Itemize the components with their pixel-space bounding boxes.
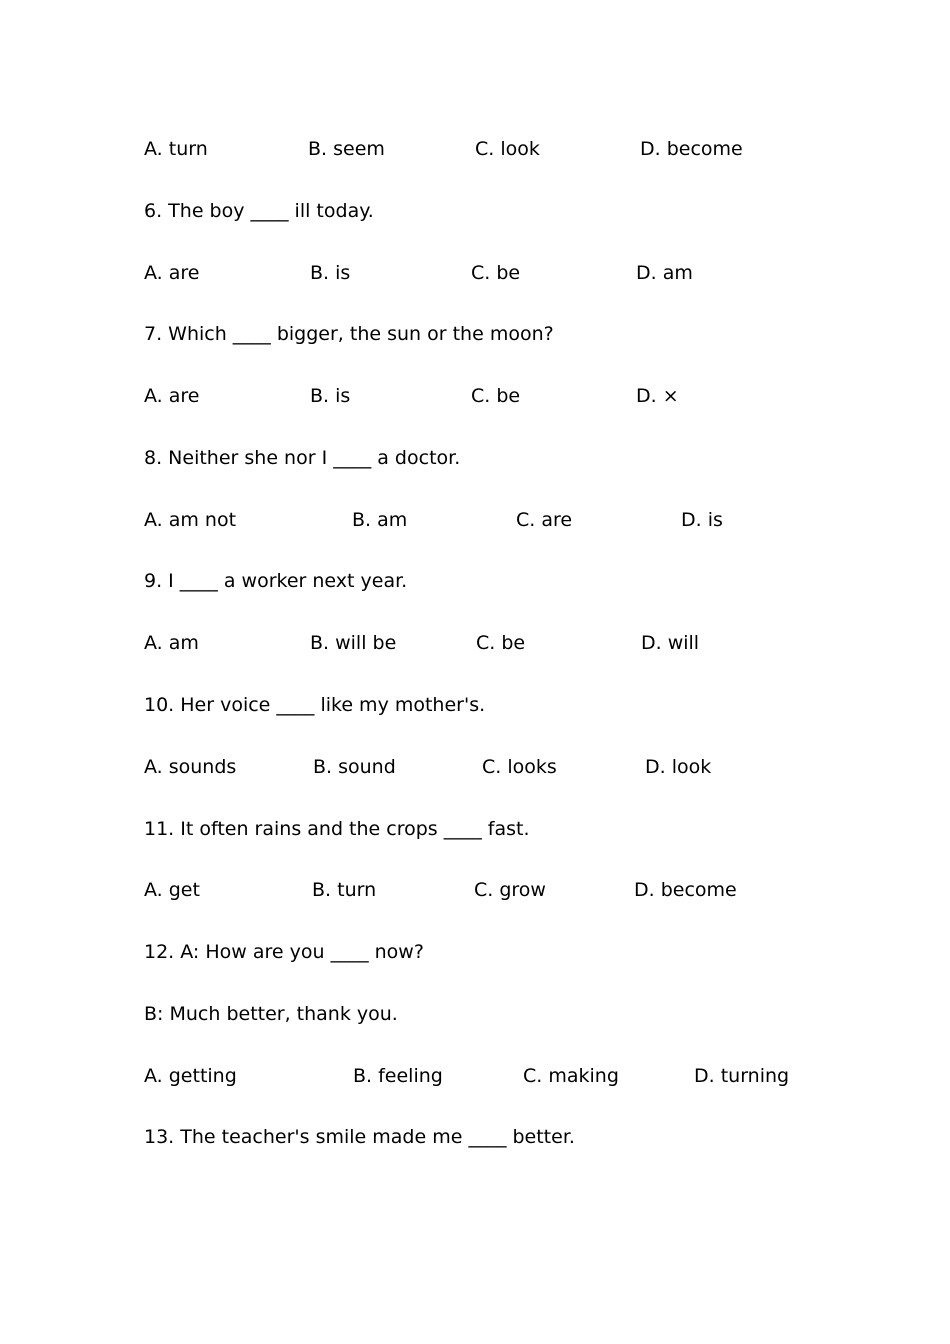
option-b: B. feeling (353, 1065, 443, 1087)
option-d: D. become (640, 138, 743, 160)
option-c: C. be (471, 385, 521, 407)
option-c: C. be (476, 632, 526, 654)
option-a: A. am (144, 632, 199, 654)
option-a: A. are (144, 262, 200, 284)
option-a: A. getting (144, 1065, 237, 1087)
option-a: A. are (144, 385, 200, 407)
option-c: C. grow (474, 879, 546, 901)
question-6: 6. The boy ____ ill today. (144, 200, 374, 222)
option-a: A. turn (144, 138, 208, 160)
question-12: 12. A: How are you ____ now? (144, 941, 424, 963)
option-d: D. look (645, 756, 712, 778)
option-b: B. is (310, 385, 351, 407)
question-9: 9. I ____ a worker next year. (144, 570, 408, 592)
question-8: 8. Neither she nor I ____ a doctor. (144, 447, 461, 469)
option-b: B. is (310, 262, 351, 284)
option-c: C. making (523, 1065, 619, 1087)
option-a: A. get (144, 879, 200, 901)
option-a: A. am not (144, 509, 237, 531)
question-13: 13. The teacher's smile made me ____ better. (144, 1126, 575, 1148)
option-d: D. is (681, 509, 723, 531)
option-b: B. sound (313, 756, 396, 778)
option-c: C. look (475, 138, 540, 160)
option-a: A. sounds (144, 756, 237, 778)
option-b: B. am (352, 509, 408, 531)
option-c: C. be (471, 262, 521, 284)
option-b: B. will be (310, 632, 397, 654)
option-c: C. are (516, 509, 573, 531)
question-7: 7. Which ____ bigger, the sun or the moon? (144, 323, 554, 345)
option-b: B. turn (312, 879, 377, 901)
option-c: C. looks (482, 756, 557, 778)
option-d: D. turning (694, 1065, 790, 1087)
option-d: D. am (636, 262, 693, 284)
option-d: D. become (634, 879, 737, 901)
option-d: D. × (636, 385, 679, 407)
option-d: D. will (641, 632, 700, 654)
dialogue-answer-12: B: Much better, thank you. (144, 1003, 398, 1025)
question-11: 11. It often rains and the crops ____ fast. (144, 818, 530, 840)
option-b: B. seem (308, 138, 385, 160)
question-10: 10. Her voice ____ like my mother's. (144, 694, 486, 716)
